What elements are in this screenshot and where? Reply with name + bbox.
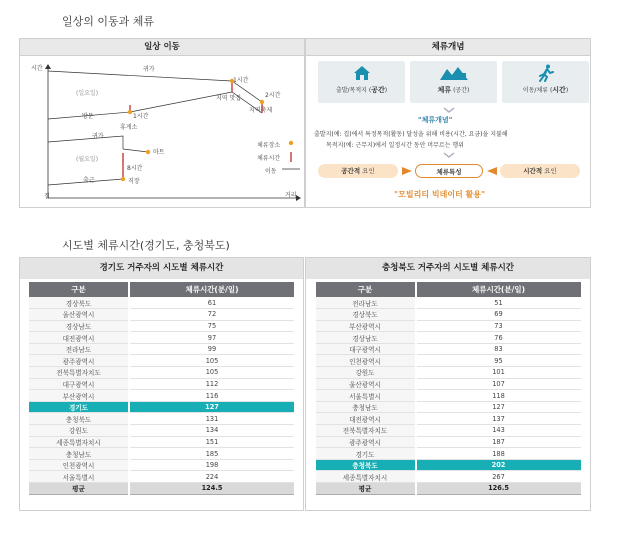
region-cell: 광주광역시 <box>29 355 129 367</box>
section-title-stay-time: 시도별 체류시간(경기도, 충청북도) <box>62 239 230 252</box>
origin-label: 집 <box>44 193 50 200</box>
stay-space-caption: 체류 (공간) <box>437 86 470 94</box>
table-row <box>29 390 294 402</box>
region-cell: 경기도 <box>316 448 416 460</box>
monday-label: (월요일) <box>76 156 99 163</box>
region-cell: 울산광역시 <box>316 378 416 390</box>
concept-note-line-1: 출발지(예: 집)에서 특정목적(활동) 달성을 위해 비용(시간, 요금)을 지불해 <box>314 131 508 138</box>
stay-1h-rest-label: 1시간 <box>133 113 149 120</box>
stay-8h-label: 8시간 <box>127 165 143 172</box>
average-value: 126.5 <box>416 483 581 495</box>
region-cell: 충청남도 <box>316 401 416 413</box>
table-row <box>316 320 581 332</box>
average-label: 평균 <box>29 483 129 495</box>
arrow-down-icon-2 <box>443 152 455 158</box>
stay-time-cell: 202 <box>416 459 581 471</box>
landscape-icon <box>410 61 497 85</box>
stay-time-cell: 137 <box>416 413 581 425</box>
stay-time-cell: 151 <box>129 436 294 448</box>
return-label-1: 귀가 <box>143 66 155 73</box>
stay-time-cell: 267 <box>416 471 581 483</box>
arrow-down-icon <box>443 107 455 113</box>
stay-time-cell: 188 <box>416 448 581 460</box>
legend-time-label: 체류시간 <box>257 155 281 162</box>
stay-characteristic-pill: 체류특성 <box>415 164 483 178</box>
region-cell: 경상북도 <box>316 309 416 321</box>
stay-time-cell: 97 <box>129 332 294 344</box>
table-row <box>316 425 581 437</box>
table-row <box>29 413 294 425</box>
rest-area-label: 휴게소 <box>120 124 138 131</box>
stay-time-cell: 112 <box>129 378 294 390</box>
region-cell: 대구광역시 <box>316 343 416 355</box>
stay-space-card <box>410 61 497 103</box>
table-row <box>316 401 581 413</box>
table-row <box>29 471 294 483</box>
table-row <box>29 297 294 309</box>
mobility-bigdata-label: "모빌리티 빅데이터 활용" <box>394 190 486 199</box>
stay-1h-label: 1시간 <box>233 77 249 84</box>
table-row <box>29 367 294 379</box>
local-food-label: 지역 맛집 <box>216 95 242 102</box>
region-cell: 울산광역시 <box>29 309 129 321</box>
table-row <box>29 309 294 321</box>
average-label: 평균 <box>316 483 416 495</box>
table-row <box>316 297 581 309</box>
region-cell: 강원도 <box>29 425 129 437</box>
column-header-region: 구분 <box>29 282 129 297</box>
table-row <box>316 459 581 471</box>
stay-time-cell: 73 <box>416 320 581 332</box>
region-cell: 경상북도 <box>29 297 129 309</box>
region-cell: 충청북도 <box>29 413 129 425</box>
stay-time-cell: 134 <box>129 425 294 437</box>
stay-time-cell: 83 <box>416 343 581 355</box>
region-cell: 인천광역시 <box>29 459 129 471</box>
gyeonggi-table-title: 경기도 거주자의 시도별 체류시간 <box>20 258 303 279</box>
table-row <box>316 355 581 367</box>
region-cell: 서울특별시 <box>29 471 129 483</box>
runner-icon <box>502 61 589 85</box>
region-cell: 경상남도 <box>29 320 129 332</box>
stay-time-cell: 51 <box>416 297 581 309</box>
chungbuk-table-title: 충청북도 거주자의 시도별 체류시간 <box>306 258 590 279</box>
table-row <box>316 471 581 483</box>
average-row <box>316 483 581 495</box>
table-row <box>316 378 581 390</box>
region-cell: 강원도 <box>316 367 416 379</box>
stay-concept-panel <box>305 38 591 208</box>
local-festival-label: 지역축제 <box>249 107 273 114</box>
return-label-2: 귀가 <box>92 133 104 140</box>
stay-time-cell: 187 <box>416 436 581 448</box>
column-header-region: 구분 <box>316 282 416 297</box>
table-row <box>316 367 581 379</box>
arrow-right-icon <box>402 167 412 175</box>
stay-concept-header: 체류개념 <box>306 39 590 56</box>
region-cell: 광주광역시 <box>316 436 416 448</box>
table-row <box>29 401 294 413</box>
arrow-left-icon <box>487 167 497 175</box>
stay-time-cell: 72 <box>129 309 294 321</box>
legend-move-label: 이동 <box>265 168 277 175</box>
stay-time-cell: 69 <box>416 309 581 321</box>
region-cell: 경상남도 <box>316 332 416 344</box>
stay-time-cell: 185 <box>129 448 294 460</box>
table-row <box>29 343 294 355</box>
origin-destination-caption: 출발/목적지 (공간) <box>335 86 388 94</box>
table-row <box>316 413 581 425</box>
region-cell: 대전광역시 <box>316 413 416 425</box>
house-icon <box>318 61 405 85</box>
chungbuk-table-panel <box>305 257 591 511</box>
gyeonggi-table-panel <box>19 257 304 511</box>
x-axis-label: 거리 <box>285 192 297 199</box>
stay-time-cell: 127 <box>129 401 294 413</box>
region-cell: 전북특별자치도 <box>29 367 129 379</box>
temporal-factor-pill: 시간적 요인 <box>500 164 580 178</box>
stay-time-cell: 143 <box>416 425 581 437</box>
concept-note-line-2: 목적지(예: 근무지)에서 일정시간 동안 머무르는 행위 <box>326 142 464 149</box>
column-header-stay-time: 체류시간(분/일) <box>129 282 294 297</box>
average-value: 124.5 <box>129 483 294 495</box>
stay-time-cell: 118 <box>416 390 581 402</box>
table-row <box>316 448 581 460</box>
stay-time-cell: 131 <box>129 413 294 425</box>
y-axis-label: 시간 <box>31 65 43 72</box>
table-row <box>316 309 581 321</box>
table-row <box>316 343 581 355</box>
stay-time-cell: 76 <box>416 332 581 344</box>
spatial-factor-pill: 공간적 요인 <box>318 164 398 178</box>
daily-movement-panel <box>19 38 305 208</box>
move-stay-time-card <box>502 61 589 103</box>
stay-time-cell: 61 <box>129 297 294 309</box>
table-row <box>29 436 294 448</box>
movement-diagram <box>20 57 304 207</box>
chungbuk-stay-table <box>316 282 581 495</box>
table-row <box>316 332 581 344</box>
table-row <box>29 459 294 471</box>
column-header-stay-time: 체류시간(분/일) <box>416 282 581 297</box>
concept-note-title: "체류개념" <box>418 116 453 124</box>
region-cell: 대구광역시 <box>29 378 129 390</box>
region-cell: 인천광역시 <box>316 355 416 367</box>
region-cell: 세종특별자치시 <box>29 436 129 448</box>
move-stay-time-caption: 이동/체류 (시간) <box>522 86 569 94</box>
region-cell: 전라남도 <box>29 343 129 355</box>
table-row <box>29 355 294 367</box>
origin-destination-card <box>318 61 405 103</box>
stay-time-cell: 75 <box>129 320 294 332</box>
legend-place-label: 체류장소 <box>257 142 281 149</box>
gyeonggi-stay-table <box>29 282 294 495</box>
stay-time-cell: 107 <box>416 378 581 390</box>
workplace-label: 직장 <box>128 178 140 185</box>
table-row <box>29 378 294 390</box>
region-cell: 충청남도 <box>29 448 129 460</box>
stay-time-cell: 99 <box>129 343 294 355</box>
stay-time-cell: 95 <box>416 355 581 367</box>
stay-time-cell: 101 <box>416 367 581 379</box>
region-cell: 대전광역시 <box>29 332 129 344</box>
section-title-daily: 일상의 이동과 체류 <box>62 15 155 28</box>
commute-label: 출근 <box>83 177 95 184</box>
visit-label: 방문 <box>82 113 94 120</box>
table-row <box>29 332 294 344</box>
stay-2h-label: 2시간 <box>265 92 281 99</box>
stay-time-cell: 198 <box>129 459 294 471</box>
mart-label: 마트 <box>153 149 165 156</box>
region-cell: 전북특별자치도 <box>316 425 416 437</box>
table-row <box>29 448 294 460</box>
stay-time-cell: 224 <box>129 471 294 483</box>
stay-time-cell: 105 <box>129 367 294 379</box>
region-cell: 서울특별시 <box>316 390 416 402</box>
sunday-label: (일요일) <box>76 90 99 97</box>
region-cell: 부산광역시 <box>316 320 416 332</box>
region-cell: 전라남도 <box>316 297 416 309</box>
average-row <box>29 483 294 495</box>
region-cell: 경기도 <box>29 401 129 413</box>
region-cell: 부산광역시 <box>29 390 129 402</box>
table-row <box>29 425 294 437</box>
stay-time-cell: 116 <box>129 390 294 402</box>
daily-movement-header: 일상 이동 <box>20 39 304 56</box>
stay-time-cell: 105 <box>129 355 294 367</box>
table-row <box>316 390 581 402</box>
region-cell: 세종특별자치시 <box>316 471 416 483</box>
stay-time-cell: 127 <box>416 401 581 413</box>
region-cell: 충청북도 <box>316 459 416 471</box>
table-row <box>29 320 294 332</box>
table-row <box>316 436 581 448</box>
